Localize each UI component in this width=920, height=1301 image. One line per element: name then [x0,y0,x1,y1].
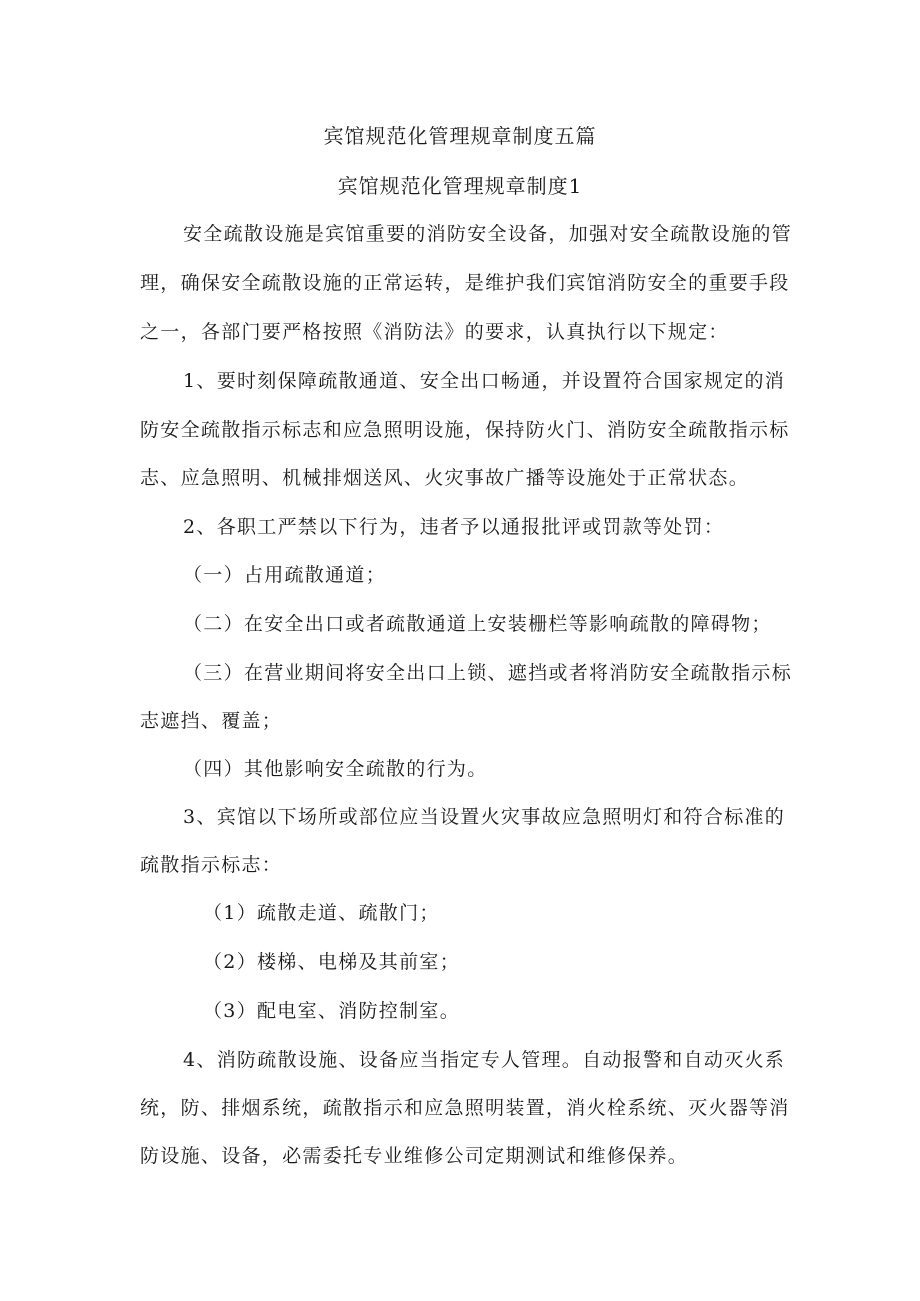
paragraph-line: 志、应急照明、机械排烟送风、火灾事故广播等设施处于正常状态。 [140,467,750,489]
paragraph-line: 疏散指示标志： [140,854,283,876]
document-subtitle: 宾馆规范化管理规章制度1 [337,174,583,198]
paragraph-line: 志遮挡、覆盖； [140,710,283,732]
paragraph-line: 防设施、设备，必需委托专业维修公司定期测试和维修保养。 [140,1145,689,1167]
paragraph-line: 2、各职工严禁以下行为，违者予以通报批评或罚款等处罚： [183,516,725,538]
list-item: （四）其他影响安全疏散的行为。 [183,758,488,780]
list-item: （3）配电室、消防控制室。 [203,1000,460,1022]
document-title: 宾馆规范化管理规章制度五篇 [323,124,597,148]
paragraph-line: 安全疏散设施是宾馆重要的消防安全设备，加强对安全疏散设施的管 [183,223,793,245]
paragraph-line: 3、宾馆以下场所或部位应当设置火灾事故应急照明灯和符合标准的 [183,806,786,828]
paragraph-line: 1、要时刻保障疏散通道、安全出口畅通，并设置符合国家规定的消 [183,370,786,392]
paragraph-line: 理，确保安全疏散设施的正常运转，是维护我们宾馆消防安全的重要手段 [140,272,790,294]
list-item: （1）疏散走道、疏散门； [203,902,440,924]
paragraph-line: 防安全疏散指示标志和应急照明设施，保持防火门、消防安全疏散指示标 [140,419,790,441]
list-item: （2）楼梯、电梯及其前室； [203,951,460,973]
list-item: （二）在安全出口或者疏散通道上安装栅栏等影响疏散的障碍物； [183,613,772,635]
paragraph-line: 4、消防疏散设施、设备应当指定专人管理。自动报警和自动灭火系 [183,1049,786,1071]
paragraph-line: 之一，各部门要严格按照《消防法》的要求，认真执行以下规定： [140,321,729,343]
paragraph-line: 统，防、排烟系统，疏散指示和应急照明装置，消火栓系统、灭火器等消 [140,1097,790,1119]
list-item: （一）占用疏散通道； [183,564,387,586]
list-item: （三）在营业期间将安全出口上锁、遮挡或者将消防安全疏散指示标 [183,662,793,684]
